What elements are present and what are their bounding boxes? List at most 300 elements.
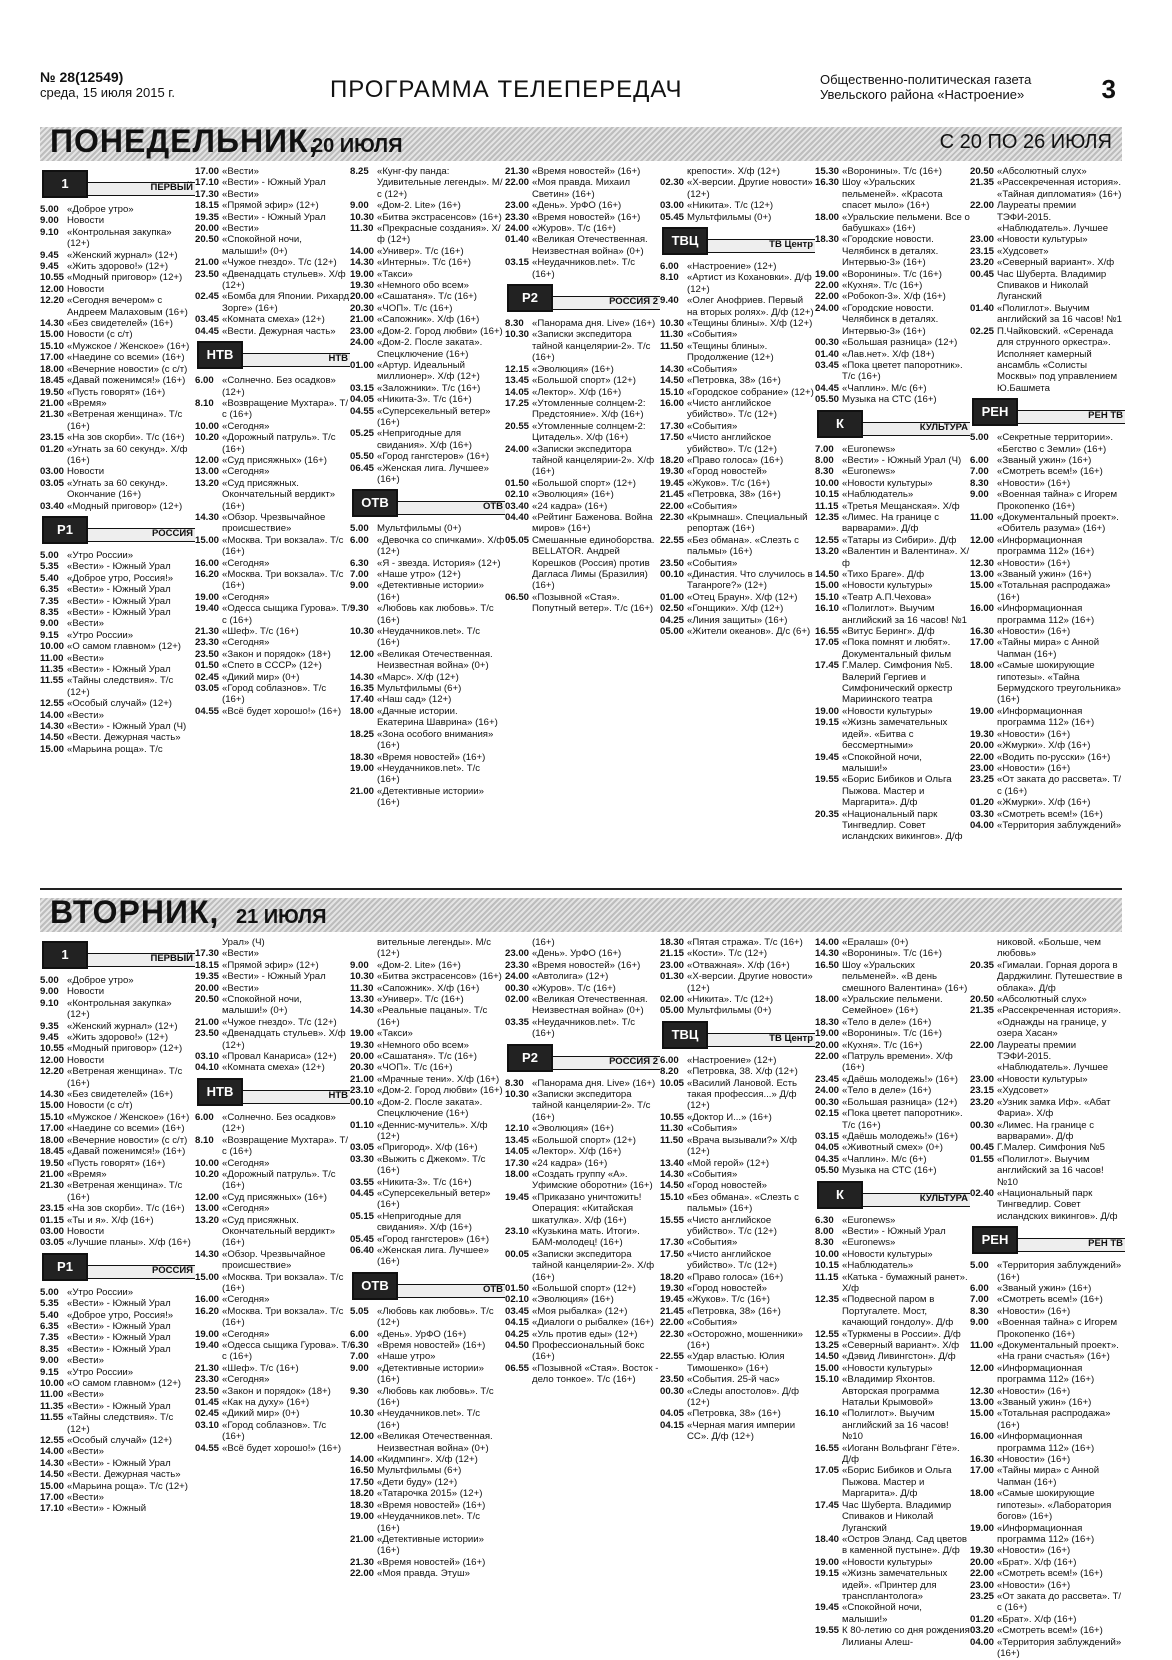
program-time: 9.00	[350, 959, 369, 971]
program-title: «День». УрФО (16+)	[532, 948, 622, 960]
program-item	[970, 820, 1125, 831]
program-time: 11.50	[660, 340, 684, 352]
program-title: «Иоганн Вольфганг Гёте». Д/ф	[842, 1442, 960, 1466]
program-item	[660, 1078, 815, 1112]
program-item	[970, 1260, 1125, 1283]
program-title: «Лектор». Х/ф (16+)	[532, 1146, 622, 1158]
program-time: 22.00	[505, 177, 530, 189]
program-time: 23.00	[970, 762, 995, 774]
program-item	[815, 512, 970, 535]
program-time: 10.15	[815, 489, 840, 501]
program-time: 12.55	[815, 534, 840, 546]
schedule-column	[970, 166, 1125, 831]
program-title: «Время новостей» (16+)	[532, 959, 641, 971]
program-item	[815, 706, 970, 717]
program-title: «Моя рыбалка» (12+)	[532, 1305, 628, 1317]
program-title: «Записки экспедитора тайной канцелярии-2». Х/ф (16+)	[532, 1248, 655, 1283]
program-item	[505, 1363, 660, 1386]
program-title: «Настроение» (12+)	[687, 261, 777, 273]
program-title: «Мрачные тени». Х/ф (16+)	[377, 1073, 500, 1085]
program-title: «Доброе утро»	[67, 975, 134, 986]
program-item	[40, 227, 195, 250]
program-time: 14.30	[40, 1457, 65, 1469]
program-item	[970, 1568, 1125, 1579]
program-title: Мультфильмы (0+)	[687, 211, 772, 223]
program-time: 20.00	[350, 291, 375, 303]
program-title: «Даёшь молодежь!» (16+)	[842, 1130, 958, 1142]
program-title: «Модный приговор» (12+)	[67, 1043, 183, 1055]
program-item	[815, 580, 970, 591]
program-time: 00.30	[505, 982, 530, 994]
program-item	[970, 740, 1125, 751]
program-time: 01.50	[505, 1282, 530, 1294]
program-title: «Жители океанов». Д/с (6+)	[687, 626, 811, 638]
program-time: 04.55	[195, 705, 220, 717]
program-item	[970, 303, 1125, 326]
program-item	[195, 983, 350, 994]
program-time: 16.10	[815, 603, 840, 615]
program-time: 10.30	[350, 1408, 375, 1420]
program-title: «События»	[687, 1237, 738, 1249]
program-time: 6.00	[660, 261, 679, 273]
program-item	[815, 1165, 970, 1176]
program-time: 03.05	[40, 477, 65, 489]
program-title: «Моя правда. Михаил Светин» (16+)	[532, 177, 631, 200]
program-title: «Уральские пельмени. Семейное» (16+)	[842, 994, 943, 1017]
program-item	[505, 983, 660, 994]
program-item	[660, 1192, 815, 1215]
program-time: 12.00	[350, 1431, 375, 1443]
program-item	[660, 1215, 815, 1238]
program-time: 05.45	[660, 211, 685, 223]
program-time: 18.20	[660, 1271, 685, 1283]
program-item	[195, 535, 350, 558]
program-title: «Полиглот». Выучим английский за 16 часов! №10	[997, 1153, 1104, 1188]
program-title: «Патруль времени». Х/ф (16+)	[842, 1051, 953, 1074]
program-time: 23.20	[970, 257, 995, 269]
program-item	[40, 1446, 195, 1457]
program-title: «Вести» - Южный Урал	[67, 584, 171, 596]
program-time: 12.10	[505, 1123, 530, 1135]
program-time: 16.55	[815, 1442, 840, 1454]
program-time: 10.00	[815, 477, 840, 489]
program-title: Мультфильмы (0+)	[687, 1005, 772, 1017]
channel-logo-icon: К	[817, 410, 863, 438]
program-item	[505, 318, 660, 329]
program-title: «События»	[687, 1168, 738, 1180]
program-title: «Неудачников.net». Т/с (16+)	[532, 257, 636, 280]
program-title: «Кости». Т/с (12+)	[687, 948, 768, 960]
program-time: 18.00	[815, 994, 840, 1006]
program-item	[815, 1215, 970, 1226]
program-item	[195, 649, 350, 660]
program-time: 16.35	[350, 683, 375, 695]
program-title: «Пусть говорят» (16+)	[67, 386, 166, 398]
program-title: «24 кадра» (16+)	[532, 1157, 608, 1169]
program-item	[195, 291, 350, 314]
program-time: 7.00	[970, 466, 989, 478]
program-time: 05.50	[815, 1165, 840, 1177]
channel-logo-icon: К	[817, 1181, 863, 1209]
program-title: «Вести»	[67, 1492, 104, 1504]
program-item	[970, 1188, 1125, 1222]
program-item	[505, 1249, 660, 1283]
program-title: «Жмурки». Х/ф (16+)	[997, 740, 1091, 752]
program-item	[40, 387, 195, 398]
program-item	[350, 223, 505, 246]
program-title: «Двенадцать стульев». Х/ф (12+)	[222, 268, 346, 292]
program-item	[195, 326, 350, 337]
program-title: Час Шуберта. Владимир Спиваков и Николай Луганский	[997, 268, 1107, 303]
program-title: «Сашатаня». Т/с (16+)	[377, 291, 477, 303]
program-title: «Марс». Х/ф (12+)	[377, 671, 459, 683]
program-item	[195, 234, 350, 257]
program-time: 03.15	[505, 257, 530, 269]
program-time: 10.30	[660, 318, 685, 330]
program-title: «Контрольная закупка» (12+)	[67, 226, 172, 250]
program-title: «Настроение» (12+)	[687, 1054, 777, 1066]
program-title: «Позывной «Стая». Попутный ветер». Т/с (16+)	[532, 591, 654, 615]
program-title: «Утро России»	[67, 1286, 134, 1298]
program-title: «Званый ужин» (16+)	[997, 454, 1092, 466]
program-title: «Город новостей»	[687, 1180, 768, 1192]
program-title: «Петровка, 38. Х/ф (12+)	[687, 1066, 798, 1078]
program-time: 04.05	[660, 1408, 685, 1420]
program-item	[660, 501, 815, 512]
program-item	[815, 337, 970, 348]
program-item	[195, 1420, 350, 1443]
program-item	[815, 478, 970, 489]
program-time: 21.15	[660, 948, 685, 960]
program-title: «Жмурки». Х/ф (16+)	[997, 797, 1091, 809]
program-title: «Великая Отечественная. Неизвестная война» (0+)	[532, 234, 648, 257]
program-title: Музыка на СТС (16+)	[842, 394, 937, 406]
program-time: 20.55	[505, 420, 530, 432]
program-title: «Вести»	[67, 709, 104, 721]
program-title: «Вечерние новости» (с с/т)	[67, 363, 188, 375]
program-title: «Новости» (16+)	[997, 1454, 1071, 1466]
program-item	[195, 637, 350, 648]
program-title: «Новости» (16+)	[997, 1579, 1071, 1591]
program-item	[505, 398, 660, 421]
program-item	[970, 994, 1125, 1005]
program-time: 23.15	[40, 1203, 65, 1215]
program-title: «Робокоп-3». Х/ф (16+)	[842, 291, 946, 303]
program-title: «Пятая стража». Т/с (16+)	[687, 937, 803, 948]
program-item	[195, 166, 350, 177]
program-item	[40, 284, 195, 295]
program-time: 13.25	[815, 1340, 840, 1351]
program-time: 12.20	[40, 295, 65, 307]
program-time: 16.00	[970, 603, 995, 615]
program-time: 10.30	[505, 329, 530, 341]
program-item	[40, 1355, 195, 1366]
program-title: Новости	[67, 986, 105, 998]
channel-name: ПЕРВЫЙ	[150, 182, 193, 193]
program-title: «Туркмены в России». Д/ф	[842, 1328, 961, 1340]
program-time: 5.00	[40, 549, 59, 561]
program-title: «Информационная программа 112» (16+)	[997, 603, 1095, 626]
program-item	[970, 489, 1125, 512]
program-title: «Дорожный патруль». Т/с (16+)	[222, 432, 336, 455]
program-time: 15.10	[660, 386, 685, 398]
program-time: 23.15	[970, 1085, 995, 1097]
program-time: 12.55	[40, 1435, 65, 1447]
program-title: «Солнечно. Без осадков» (12+)	[222, 1111, 336, 1135]
program-time: 04.35	[815, 1153, 840, 1165]
program-time: 19.45	[660, 477, 685, 489]
program-title: «Территория заблуждений» (16+)	[997, 1636, 1122, 1659]
program-title: «Девочка со спичками». Х/ф (12+)	[377, 534, 505, 558]
program-item	[195, 1249, 350, 1272]
program-time: 13.20	[815, 546, 840, 558]
program-item	[40, 272, 195, 283]
program-time: 18.15	[195, 959, 220, 971]
program-item	[815, 809, 970, 843]
program-title: «Неудачников.net». Т/с (16+)	[377, 1408, 481, 1431]
program-title: «Время новостей» (16+)	[377, 751, 486, 763]
program-item	[195, 432, 350, 455]
program-title: «Время новостей» (16+)	[532, 166, 641, 177]
program-item	[195, 1017, 350, 1028]
program-time: 00.30	[815, 337, 840, 349]
program-title: «Гималаи. Горная дорога в Дарджилинг. Путешествие в облака». Д/ф	[997, 959, 1123, 994]
program-item	[40, 1226, 195, 1237]
program-time: 5.40	[40, 1309, 59, 1321]
program-title: «События»	[687, 1317, 738, 1329]
program-item	[970, 1454, 1125, 1465]
program-time: 22.00	[660, 500, 685, 512]
channel-logo-icon: ТВЦ	[662, 1021, 708, 1049]
program-title: Мультфильмы (6+)	[377, 683, 462, 695]
program-time: 14.00	[350, 1454, 375, 1466]
program-item	[195, 1363, 350, 1374]
program-item	[40, 607, 195, 618]
program-title: «День». УрФО (16+)	[532, 200, 622, 212]
program-time: 06.50	[505, 591, 530, 603]
program-title: «Без свидетелей» (16+)	[67, 1089, 173, 1101]
program-time: 15.10	[815, 1374, 840, 1386]
program-title: «Вести»	[67, 1355, 104, 1367]
program-title: «Новости» (16+)	[997, 1305, 1071, 1317]
program-title: Новости	[67, 1225, 105, 1237]
program-time: 6.00	[195, 375, 214, 387]
program-time: 8.20	[660, 1066, 679, 1078]
program-time: 00.30	[970, 1119, 995, 1131]
program-title: «Городские новости. Челябинск в деталях. Интервью-3» (16+)	[842, 302, 939, 337]
program-item	[970, 774, 1125, 797]
program-title: «Время новостей» (16+)	[377, 1556, 486, 1568]
channel-header	[195, 1078, 350, 1108]
program-item	[350, 1028, 505, 1039]
channel-header	[970, 398, 1125, 428]
program-title: «Новости культуры»	[842, 1362, 933, 1374]
program-title: «События»	[687, 329, 738, 341]
program-item	[350, 603, 505, 626]
schedule-column	[505, 937, 660, 1386]
program-item	[40, 1237, 195, 1248]
program-item	[815, 280, 970, 291]
program-item	[350, 1488, 505, 1499]
program-title: «Универ». Т/с (16+)	[377, 245, 464, 257]
program-item	[815, 1028, 970, 1039]
program-time: 03.35	[505, 1016, 530, 1028]
program-title: «Утро России»	[67, 629, 134, 641]
program-time: 7.00	[970, 1294, 989, 1306]
program-title: «Новости культуры»	[842, 705, 933, 717]
program-item	[195, 592, 350, 603]
program-item	[970, 1142, 1125, 1153]
program-title: «Крымнаш». Специальный репортаж (16+)	[687, 511, 808, 535]
program-item	[970, 1085, 1125, 1096]
newspaper-name	[820, 72, 1080, 102]
program-item	[505, 1158, 660, 1169]
program-time: 19.30	[660, 1282, 685, 1294]
program-time: 01.00	[350, 359, 375, 371]
program-item	[815, 1074, 970, 1085]
program-time: 03.10	[195, 1051, 220, 1063]
program-title: «Чисто английское убийство». Т/с (12+)	[687, 1248, 777, 1272]
program-item	[195, 626, 350, 637]
program-item	[40, 1100, 195, 1111]
program-title: «ЧОП». Т/с (16+)	[377, 302, 453, 314]
program-time: 18.30	[350, 1499, 375, 1511]
program-item	[970, 558, 1125, 569]
channel-name: КУЛЬТУРА	[919, 421, 968, 433]
program-time: 13.30	[350, 994, 375, 1006]
program-title: «Остров Эланд. Сад цветов в каменной пустыне». Д/ф	[842, 1533, 968, 1557]
program-item	[350, 326, 505, 337]
program-time: 18.30	[815, 234, 840, 246]
program-time: 21.30	[195, 1362, 220, 1374]
program-title: «Суд присяжных. Окончательный вердикт» (16+)	[222, 477, 336, 512]
program-title: «Дэвид Ливингстон». Д/ф	[842, 1351, 956, 1363]
program-item	[350, 314, 505, 325]
program-time: 19.00	[815, 705, 840, 717]
program-time: 22.00	[815, 291, 840, 303]
program-item	[660, 272, 815, 295]
program-time: 19.30	[350, 280, 375, 292]
program-time: 22.00	[970, 751, 995, 763]
program-time: 15.10	[660, 1191, 685, 1203]
program-item	[350, 246, 505, 257]
program-time: 03.15	[815, 1130, 840, 1142]
program-time	[350, 937, 377, 960]
program-item	[505, 535, 660, 592]
program-title: «Дом-2. После заката». Спецключение (16+)	[377, 337, 483, 360]
program-item	[815, 1351, 970, 1362]
program-title: «Вечерние новости» (с с/т)	[67, 1134, 188, 1146]
channel-logo-icon: РЕН	[972, 398, 1018, 426]
program-time: 19.00	[195, 1328, 220, 1340]
program-item	[815, 177, 970, 211]
program-title: «Кунг-фу панда: Удивительные легенды». М/с (12+)	[377, 166, 503, 200]
program-item	[195, 200, 350, 211]
program-time: 02.30	[660, 177, 685, 189]
program-title: «Спокойной ночи, малыши!»	[842, 1602, 922, 1625]
program-title: «Давай поженимся!» (16+)	[67, 1146, 186, 1158]
program-title: «Большая разница» (12+)	[842, 1096, 958, 1108]
program-title: «Тело в деле» (16+)	[842, 1085, 932, 1097]
program-item	[40, 710, 195, 721]
program-item	[350, 291, 505, 302]
program-title: «Борис Бибиков и Ольга Пыжова. Мастер и Маргарита». Д/ф	[842, 1465, 952, 1500]
program-title: «Новости культуры»	[842, 1556, 933, 1568]
program-item	[660, 1374, 815, 1385]
program-time: 04.55	[195, 1442, 220, 1454]
program-title: «Информационная программа 112» (16+)	[997, 1431, 1095, 1454]
program-title: «Сапожник». Х/ф (16+)	[377, 314, 480, 326]
program-time: 12.00	[195, 454, 220, 466]
program-time: 7.00	[350, 1351, 369, 1363]
program-item	[40, 1458, 195, 1469]
program-item	[40, 1321, 195, 1332]
program-title: «Пусть говорят» (16+)	[67, 1157, 166, 1169]
program-item	[505, 1329, 660, 1340]
program-title: «Мужское / Женское» (16+)	[67, 1111, 190, 1123]
program-title: «Пригород». Х/ф (16+)	[377, 1142, 478, 1154]
program-time: 17.45	[815, 1499, 840, 1511]
program-time: 17.30	[195, 948, 220, 960]
program-item	[350, 626, 505, 649]
program-title: «Вести» - Южный Урал	[67, 1400, 171, 1412]
program-time: 19.00	[350, 1028, 375, 1040]
program-time: 14.30	[40, 318, 65, 330]
program-time: 21.45	[660, 489, 685, 501]
program-time: 01.20	[970, 797, 995, 809]
program-item	[660, 466, 815, 477]
program-time: 19.35	[195, 971, 220, 983]
program-title: Мультфильмы (0+)	[377, 523, 462, 535]
program-item	[40, 732, 195, 743]
program-title: «Воронины». Т/с (16+)	[842, 948, 942, 960]
program-item	[660, 558, 815, 569]
program-title: «Самые шокирующие гипотезы». «Лаборатория богов» (16+)	[997, 1488, 1112, 1523]
day-name: ВТОРНИК,	[50, 894, 220, 930]
day-date: 21 ИЮЛЯ	[236, 906, 327, 928]
program-item	[350, 937, 505, 960]
program-title: «Вести. Дежурная часть»	[67, 1469, 181, 1481]
program-title: «Диалоги о рыбалке» (16+)	[532, 1317, 654, 1329]
program-time: 17.00	[40, 1123, 65, 1135]
program-item	[815, 603, 970, 626]
program-item	[815, 752, 970, 775]
program-time: 16.30	[970, 626, 995, 638]
program-time: 19.55	[815, 1625, 840, 1637]
program-title: «Панорама дня. Live» (16+)	[532, 1077, 656, 1089]
program-title: «Давай поженимся!» (16+)	[67, 375, 186, 387]
program-title: «Одесса сыщика Гурова». Т/с (16+)	[222, 603, 350, 626]
program-time: 23.00	[660, 959, 685, 971]
program-title: «Документальный проект». «Обитель разума» (16+)	[997, 511, 1119, 535]
program-time: 03.55	[350, 1176, 375, 1188]
program-title: «Записки экспедитора тайной канцелярии-2». Т/с (16+)	[532, 1089, 651, 1123]
program-item	[660, 1306, 815, 1317]
program-title: «Пока цветет папоротник». Т/с (16+)	[842, 1108, 963, 1131]
program-item	[660, 455, 815, 466]
program-title: «Сегодня»	[222, 1203, 270, 1215]
program-title: «Третья Мещанская». Х/ф	[842, 500, 960, 512]
program-title: «Журов». Т/с (16+)	[532, 982, 616, 994]
program-time: 11.00	[40, 652, 64, 664]
program-time: 18.45	[40, 1146, 65, 1158]
program-title: «Время новостей» (16+)	[532, 211, 641, 223]
schedule-column	[815, 937, 970, 1648]
program-time: 04.45	[195, 325, 220, 337]
program-time: 17.30	[660, 420, 685, 432]
program-title: «Брат». Х/ф (16+)	[997, 1613, 1077, 1625]
program-item	[660, 1123, 815, 1134]
